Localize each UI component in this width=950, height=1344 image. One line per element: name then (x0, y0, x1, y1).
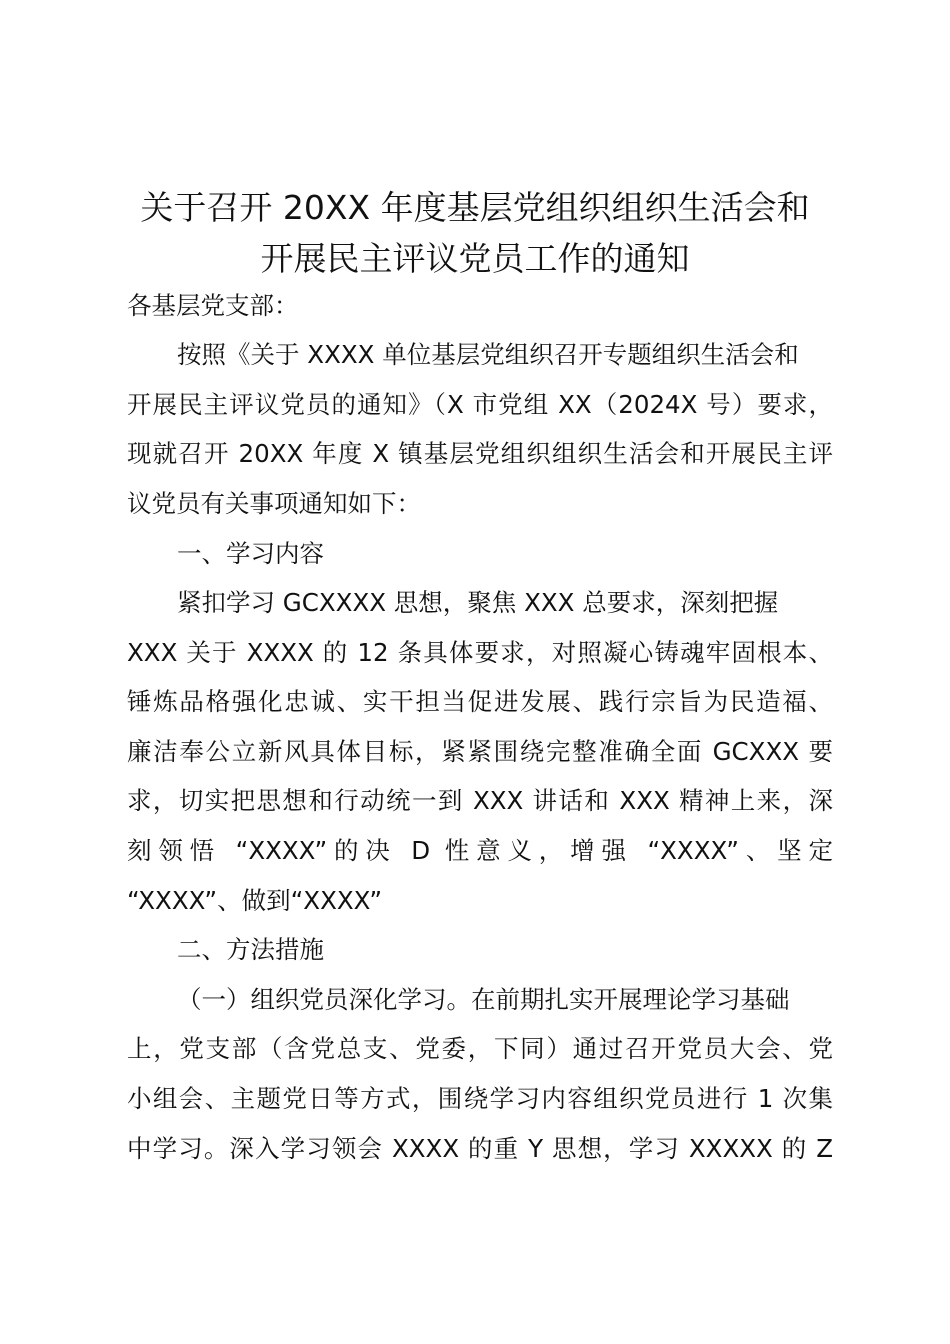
body-line: 上，党支部（含党总支、党委，下同）通过召开党员大会、党 (127, 1034, 833, 1063)
document-title-line-1: 关于召开 20XX 年度基层党组织组织生活会和 (140, 188, 810, 227)
subsection-heading: （一）组织党员深化学习。在前期扎实开展理论学习基础 (177, 985, 790, 1014)
section-heading-1: 一、学习内容 (177, 539, 324, 568)
body-line: 锤炼品格强化忠诚、实干担当促进发展、践行宗旨为民造福、 (127, 687, 833, 716)
body-line: 求，切实把思想和行动统一到 XXX 讲话和 XXX 精神上来，深 (127, 786, 833, 815)
body-line: 紧扣学习 GCXXXX 思想，聚焦 XXX 总要求，深刻把握 (177, 588, 779, 617)
body-line: 小组会、主题党日等方式，围绕学习内容组织党员进行 1 次集 (127, 1084, 833, 1113)
body-line: 议党员有关事项通知如下： (127, 489, 421, 518)
body-line: XXX 关于 XXXX 的 12 条具体要求，对照凝心铸魂牢固根本、 (127, 638, 833, 667)
body-line: 现就召开 20XX 年度 X 镇基层党组织组织生活会和开展民主评 (127, 439, 833, 468)
body-line: 开展民主评议党员的通知》（X 市党组 XX（2024X 号）要求， (127, 390, 833, 419)
body-line: 廉洁奉公立新风具体目标，紧紧围绕完整准确全面 GCXXX 要 (127, 737, 833, 766)
body-line: 中学习。深入学习领会 XXXX 的重 Y 思想，学习 XXXXX 的 Z (127, 1134, 833, 1163)
section-heading-2: 二、方法措施 (177, 935, 324, 964)
body-line: 刻领悟 “XXXX”的决 D 性意义，增强 “XXXX”、坚定 (127, 836, 833, 865)
body-line: 按照《关于 XXXX 单位基层党组织召开专题组织生活会和 (177, 340, 799, 369)
salutation: 各基层党支部： (127, 291, 299, 320)
body-line: “XXXX”、做到“XXXX” (127, 886, 383, 915)
document-title-line-2: 开展民主评议党员工作的通知 (260, 239, 690, 278)
